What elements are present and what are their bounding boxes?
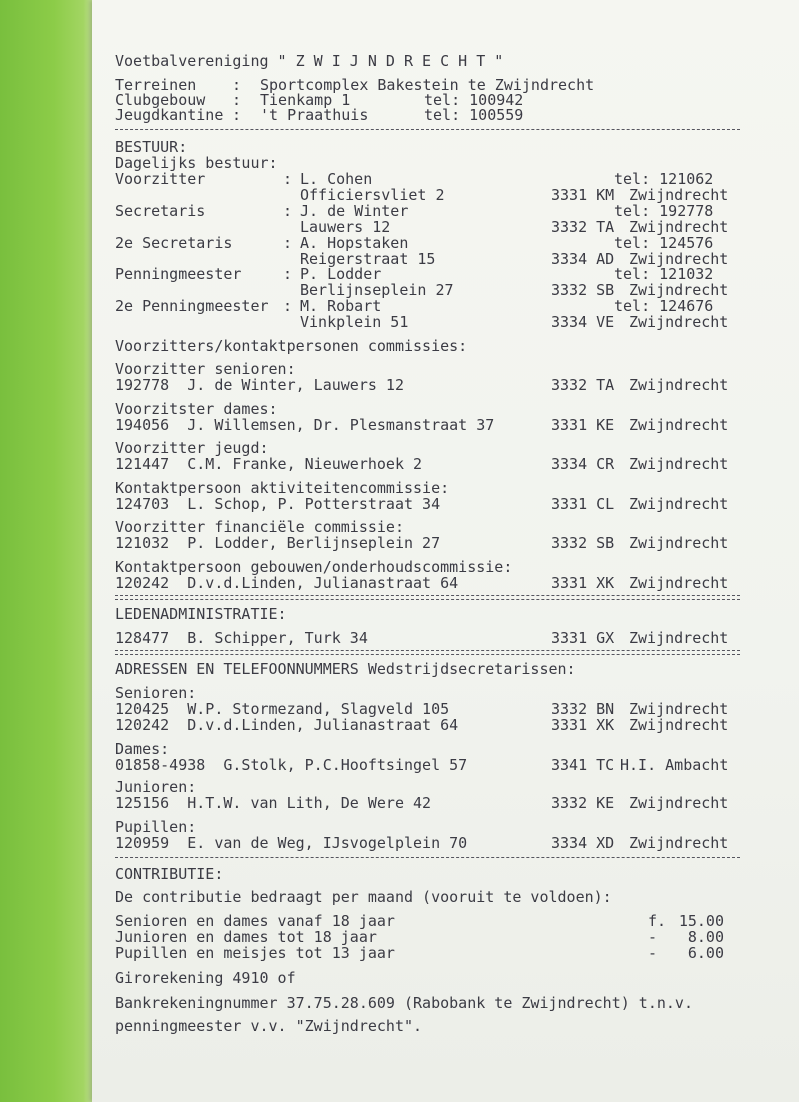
role-sep: : (283, 234, 293, 252)
rate-amount: 6.00 (687, 944, 724, 962)
commissie-city: Zwijndrecht (629, 574, 729, 592)
contributie-intro: De contributie bedraagt per maand (vooruit te voldoen): (115, 888, 612, 906)
ledenadministratie-postcode: 3331 GX (551, 629, 615, 647)
wedstrijd-postcode: 3334 XD (551, 834, 615, 852)
terreinen-sep: : (232, 76, 242, 94)
divider (115, 857, 740, 858)
contributie-heading: CONTRIBUTIE: (115, 865, 224, 883)
club-title: Voetbalvereniging " Z W I J N D R E C H T " (115, 52, 504, 70)
commissie-title: Kontaktpersoon gebouwen/onderhoudscommissie: (115, 558, 513, 576)
wedstrijd-entry: 01858-4938 G.Stolk, P.C.Hooftsingel 57 (115, 756, 468, 774)
rate-amount: 15.00 (678, 912, 724, 930)
clubgebouw-sep: : (232, 91, 242, 109)
member-postcode: 3334 VE (551, 313, 615, 331)
role-penningmeester: Penningmeester (115, 265, 242, 283)
commissie-postcode: 3332 TA (551, 376, 615, 394)
commissie-title: Voorzitter jeugd: (115, 439, 269, 457)
commissie-city: Zwijndrecht (629, 455, 729, 473)
clubgebouw-label: Clubgebouw (115, 91, 206, 109)
wedstrijd-city: Zwijndrecht (629, 834, 729, 852)
divider (115, 129, 740, 130)
wedstrijd-entry: 125156 H.T.W. van Lith, De Were 42 (115, 794, 432, 812)
role-sep: : (283, 170, 293, 188)
wedstrijd-group-title: Dames: (115, 740, 170, 758)
green-cover-edge (0, 0, 98, 1102)
commissie-title: Voorzitter financiële commissie: (115, 518, 404, 536)
commissies-heading: Voorzitters/kontaktpersonen commissies: (115, 337, 468, 355)
ledenadministratie-heading: LEDENADMINISTRATIE: (115, 605, 287, 623)
wedstrijd-group-title: Senioren: (115, 684, 197, 702)
wedstrijd-postcode: 3331 XK (551, 716, 615, 734)
commissie-entry: 121447 C.M. Franke, Nieuwerhoek 2 (115, 455, 423, 473)
role-sep: : (283, 202, 293, 220)
girorekening: Girorekening 4910 of (115, 969, 296, 987)
rate-amount: 8.00 (687, 928, 724, 946)
commissie-postcode: 3331 CL (551, 495, 615, 513)
wedstrijd-entry: 120242 D.v.d.Linden, Julianastraat 64 (115, 716, 459, 734)
bankrekening: Bankrekeningnummer 37.75.28.609 (Rabobank te Zwijndrecht) t.n.v. (115, 994, 693, 1012)
jeugdkantine-value: 't Praathuis (260, 106, 369, 124)
commissie-postcode: 3331 XK (551, 574, 615, 592)
member-tel: tel: 124676 (614, 297, 714, 315)
ledenadministratie-entry: 128477 B. Schipper, Turk 34 (115, 629, 368, 647)
commissie-title: Kontaktpersoon aktiviteitencommissie: (115, 479, 450, 497)
member-name: A. Hopstaken (300, 234, 409, 252)
rate-prefix: f. (648, 912, 667, 930)
role-2e-penningmeester: 2e Penningmeester (115, 297, 269, 315)
member-address: Berlijnseplein 27 (300, 281, 454, 299)
member-tel: tel: 121062 (614, 170, 714, 188)
member-name: M. Robart (300, 297, 382, 315)
member-tel: tel: 124576 (614, 234, 714, 252)
commissie-city: Zwijndrecht (629, 376, 729, 394)
member-address: Lauwers 12 (300, 218, 391, 236)
commissie-title: Voorzitter senioren: (115, 360, 296, 378)
wedstrijd-city: H.I. Ambacht (620, 756, 729, 774)
member-name: J. de Winter (300, 202, 409, 220)
role-sep: : (283, 265, 293, 283)
ledenadministratie-city: Zwijndrecht (629, 629, 729, 647)
commissie-postcode: 3331 KE (551, 416, 615, 434)
clubgebouw-tel: tel: 100942 (424, 91, 524, 109)
wedstrijd-group-title: Pupillen: (115, 818, 197, 836)
jeugdkantine-sep: : (232, 106, 242, 124)
member-name: L. Cohen (300, 170, 373, 188)
jeugdkantine-label: Jeugdkantine (115, 106, 224, 124)
role-2e-secretaris: 2e Secretaris (115, 234, 233, 252)
jeugdkantine-tel: tel: 100559 (424, 106, 524, 124)
member-tel: tel: 192778 (614, 202, 714, 220)
member-city: Zwijndrecht (629, 281, 729, 299)
divider (115, 650, 740, 651)
wedstrijd-postcode: 3332 KE (551, 794, 615, 812)
role-voorzitter: Voorzitter (115, 170, 206, 188)
penningmeester-line: penningmeester v.v. "Zwijndrecht". (115, 1017, 423, 1035)
terreinen-label: Terreinen (115, 76, 197, 94)
member-city: Zwijndrecht (629, 313, 729, 331)
commissie-title: Voorzitster dames: (115, 400, 278, 418)
wedstrijd-postcode: 3341 TC (551, 756, 615, 774)
commissie-city: Zwijndrecht (629, 416, 729, 434)
commissie-postcode: 3334 CR (551, 455, 615, 473)
role-secretaris: Secretaris (115, 202, 206, 220)
role-sep: : (283, 297, 293, 315)
member-address: Reigerstraat 15 (300, 250, 436, 268)
member-city: Zwijndrecht (629, 218, 729, 236)
commissie-city: Zwijndrecht (629, 534, 729, 552)
wedstrijd-city: Zwijndrecht (629, 794, 729, 812)
member-city: Zwijndrecht (629, 186, 729, 204)
member-postcode: 3331 KM (551, 186, 615, 204)
member-postcode: 3332 TA (551, 218, 615, 236)
commissie-entry: 194056 J. Willemsen, Dr. Plesmanstraat 37 (115, 416, 495, 434)
member-city: Zwijndrecht (629, 250, 729, 268)
rate-label: Junioren en dames tot 18 jaar (115, 928, 377, 946)
commissie-entry: 192778 J. de Winter, Lauwers 12 (115, 376, 404, 394)
wedstrijd-group-title: Junioren: (115, 778, 197, 796)
rate-prefix: - (648, 928, 658, 946)
wedstrijd-heading: ADRESSEN EN TELEFOONNUMMERS Wedstrijdsecretarissen: (115, 660, 576, 678)
rate-prefix: - (648, 944, 658, 962)
rate-label: Senioren en dames vanaf 18 jaar (115, 912, 395, 930)
commissie-entry: 121032 P. Lodder, Berlijnseplein 27 (115, 534, 441, 552)
commissie-entry: 124703 L. Schop, P. Potterstraat 34 (115, 495, 441, 513)
terreinen-value: Sportcomplex Bakestein te Zwijndrecht (260, 76, 595, 94)
bestuur-heading: BESTUUR: (115, 138, 188, 156)
wedstrijd-postcode: 3332 BN (551, 700, 615, 718)
rate-label: Pupillen en meisjes tot 13 jaar (115, 944, 395, 962)
wedstrijd-city: Zwijndrecht (629, 700, 729, 718)
wedstrijd-entry: 120959 E. van de Weg, IJsvogelplein 70 (115, 834, 468, 852)
divider (115, 595, 740, 596)
member-address: Officiersvliet 2 (300, 186, 445, 204)
clubgebouw-value: Tienkamp 1 (260, 91, 351, 109)
member-name: P. Lodder (300, 265, 382, 283)
member-address: Vinkplein 51 (300, 313, 409, 331)
member-tel: tel: 121032 (614, 265, 714, 283)
divider (115, 654, 740, 655)
member-postcode: 3334 AD (551, 250, 615, 268)
commissie-postcode: 3332 SB (551, 534, 615, 552)
divider (115, 599, 740, 600)
dagelijks-bestuur-heading: Dagelijks bestuur: (115, 154, 278, 172)
wedstrijd-city: Zwijndrecht (629, 716, 729, 734)
member-postcode: 3332 SB (551, 281, 615, 299)
commissie-entry: 120242 D.v.d.Linden, Julianastraat 64 (115, 574, 459, 592)
commissie-city: Zwijndrecht (629, 495, 729, 513)
wedstrijd-entry: 120425 W.P. Stormezand, Slagveld 105 (115, 700, 450, 718)
